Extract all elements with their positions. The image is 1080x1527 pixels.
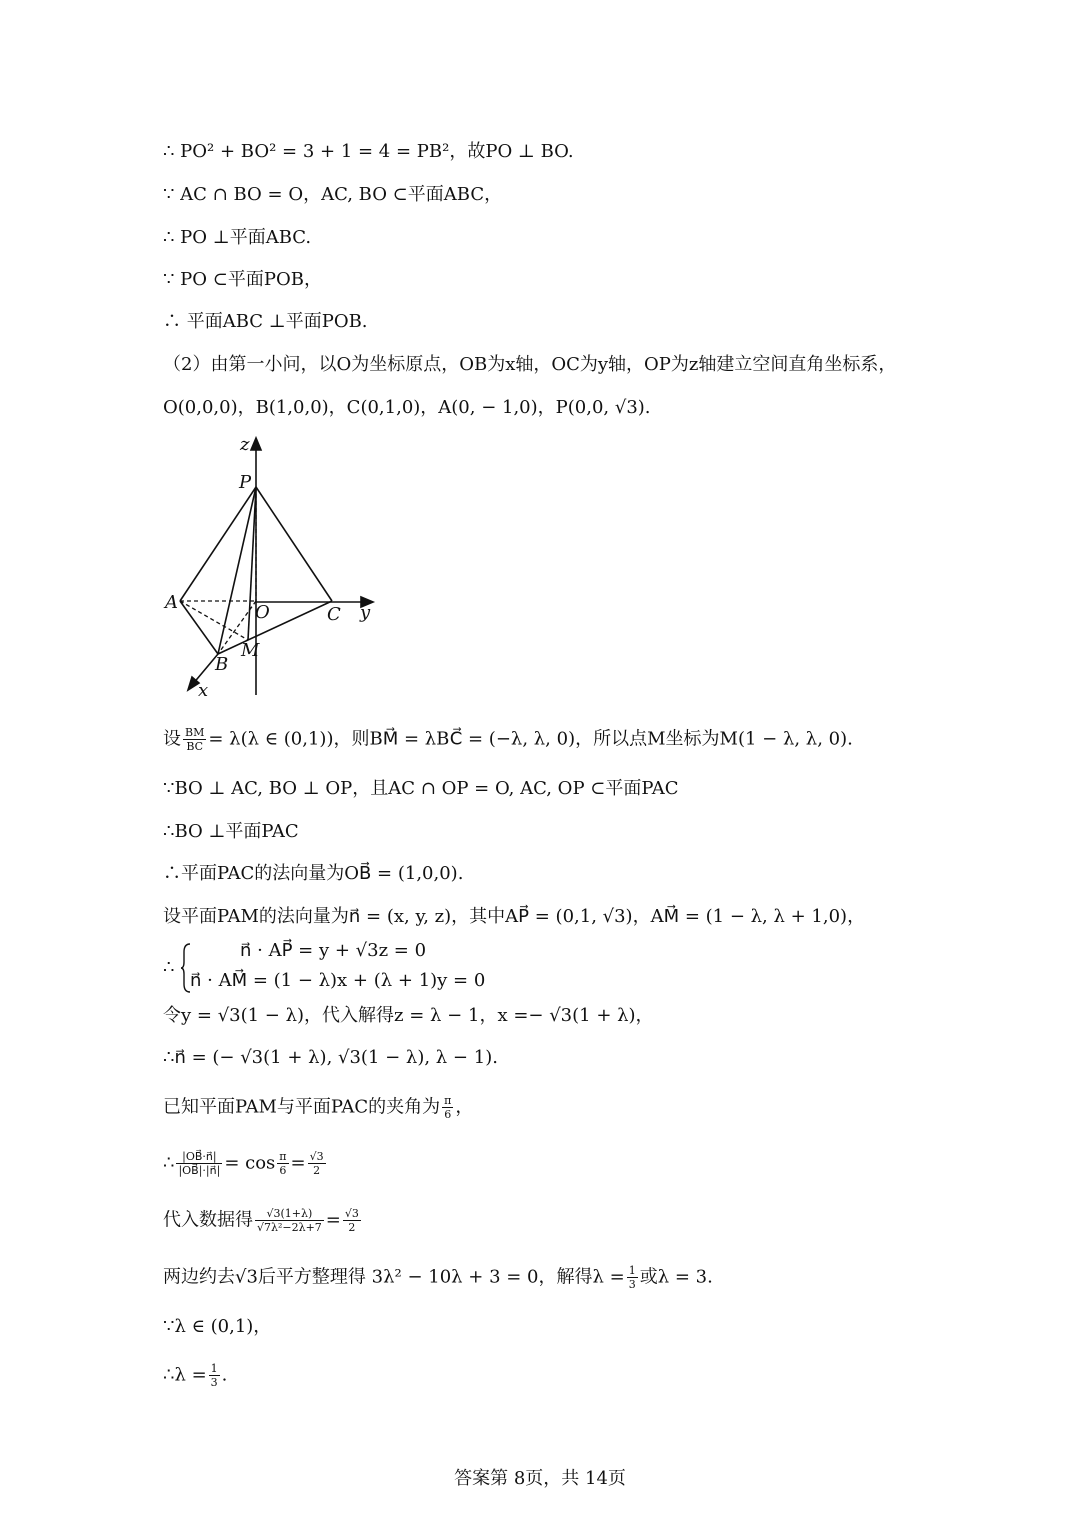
text-line: ∴平面PAC的法向量为OB⃗ = (1,0,0). bbox=[163, 863, 464, 884]
edge-PC bbox=[256, 487, 332, 601]
z-arrow bbox=[251, 438, 261, 450]
page-footer: 答案第 8页，共 14页 bbox=[454, 1468, 626, 1489]
dashed-AM bbox=[180, 601, 248, 640]
label-C: C bbox=[327, 604, 341, 625]
text-line: 令y = √3(1 − λ)，代入解得z = λ − 1，x =− √3(1 + λ)， bbox=[163, 1005, 654, 1026]
label-M: M bbox=[241, 640, 260, 661]
text-line: ∴ PO ⊥平面ABC. bbox=[163, 227, 312, 248]
label-y: y bbox=[360, 602, 371, 623]
text-line: ∵BO ⊥ AC, BO ⊥ OP，且AC ∩ OP = O, AC, OP ⊂平面PAC bbox=[163, 778, 679, 799]
label-B: B bbox=[215, 654, 229, 675]
label-z: z bbox=[240, 434, 250, 455]
fraction: $\frac{√3}{2}$ bbox=[309, 1150, 324, 1177]
text-line: ∵ PO ⊂平面POB， bbox=[163, 269, 322, 290]
edge-PB bbox=[218, 487, 256, 654]
system-row: n⃗ · AM⃗ = (1 − λ)x + (λ + 1)y = 0 bbox=[190, 970, 486, 991]
text-line: ∵λ ∈ (0,1)， bbox=[163, 1316, 272, 1337]
edge-PA bbox=[180, 487, 256, 601]
pyramid-diagram bbox=[160, 430, 400, 700]
fraction: $\frac{\pi}{6}$ bbox=[279, 1150, 287, 1177]
fraction: $\frac{1}{3}$ bbox=[628, 1264, 636, 1291]
fraction: $\frac{|OB⃗\cdot n⃗|}{|OB⃗|\cdot|n⃗|}$ bbox=[178, 1150, 221, 1177]
text-line: ∴BO ⊥平面PAC bbox=[163, 821, 299, 842]
label-x: x bbox=[198, 680, 209, 700]
system-brace: ∴ bbox=[163, 942, 192, 994]
text-line: 两边约去√3后平方整理得 3λ² − 10λ + 3 = 0，解得λ = $\frac{1}{3}$ 或λ = 3. bbox=[163, 1264, 713, 1291]
text-line: 代入数据得 $\frac{√3(1+\lambda)}{\text{√7λ²−2λ+7}}$ = $\frac{√3}{2}$ bbox=[163, 1207, 359, 1234]
text-line: ∴ PO² + BO² = 3 + 1 = 4 = PB²，故PO ⊥ BO. bbox=[163, 141, 574, 162]
edge-BC bbox=[218, 601, 332, 654]
fraction: $\frac{\pi}{6}$ bbox=[444, 1094, 452, 1121]
text-line: ∴λ = $\frac{1}{3}$ . bbox=[163, 1362, 228, 1389]
text-line: 设平面PAM的法向量为n⃗ = (x, y, z)，其中AP⃗ = (0,1, √3)，AM⃗ = (1 − λ, λ + 1,0)， bbox=[163, 906, 866, 927]
fraction: $\frac{1}{3}$ bbox=[210, 1362, 218, 1389]
text-line: ∴ 平面ABC ⊥平面POB. bbox=[163, 311, 368, 332]
label-O: O bbox=[255, 602, 270, 623]
edge-AB bbox=[180, 601, 218, 654]
fraction: $\frac{√3}{2}$ bbox=[344, 1207, 359, 1234]
text-line: ∴ $\frac{|OB⃗\cdot n⃗|}{|OB⃗|\cdot|n⃗|}$ = cos $\frac{\pi}{6}$ = $\frac{√3}{2}$ bbox=[163, 1150, 324, 1177]
text-line: （2）由第一小问，以O为坐标原点，OB为x轴，OC为y轴，OP为z轴建立空间直角坐标系， bbox=[163, 354, 897, 375]
label-A: A bbox=[165, 592, 178, 613]
system-row: n⃗ · AP⃗ = y + √3z = 0 bbox=[240, 940, 427, 961]
text-line: 已知平面PAM与平面PAC的夹角为 $\frac{\pi}{6}$ ， bbox=[163, 1094, 474, 1121]
text-line: O(0,0,0)，B(1,0,0)，C(0,1,0)，A(0, − 1,0)，P(0,0, √3). bbox=[163, 397, 651, 418]
text-line: ∵ AC ∩ BO = O，AC, BO ⊂平面ABC， bbox=[163, 184, 503, 205]
label-P: P bbox=[239, 472, 252, 493]
fraction: $\frac{BM}{BC}$ bbox=[185, 726, 205, 753]
text-line: 设 $\frac{BM}{BC}$ = λ(λ ∈ (0,1))，则BM⃗ = λBC⃗ = (−λ, λ, 0)，所以点M坐标为M(1 − λ, λ, 0). bbox=[163, 726, 853, 753]
fraction: $\frac{√3(1+\lambda)}{\text{√7λ²−2λ+7}}$ bbox=[257, 1207, 322, 1234]
text-line: ∴n⃗ = (− √3(1 + λ), √3(1 − λ), λ − 1). bbox=[163, 1047, 498, 1068]
